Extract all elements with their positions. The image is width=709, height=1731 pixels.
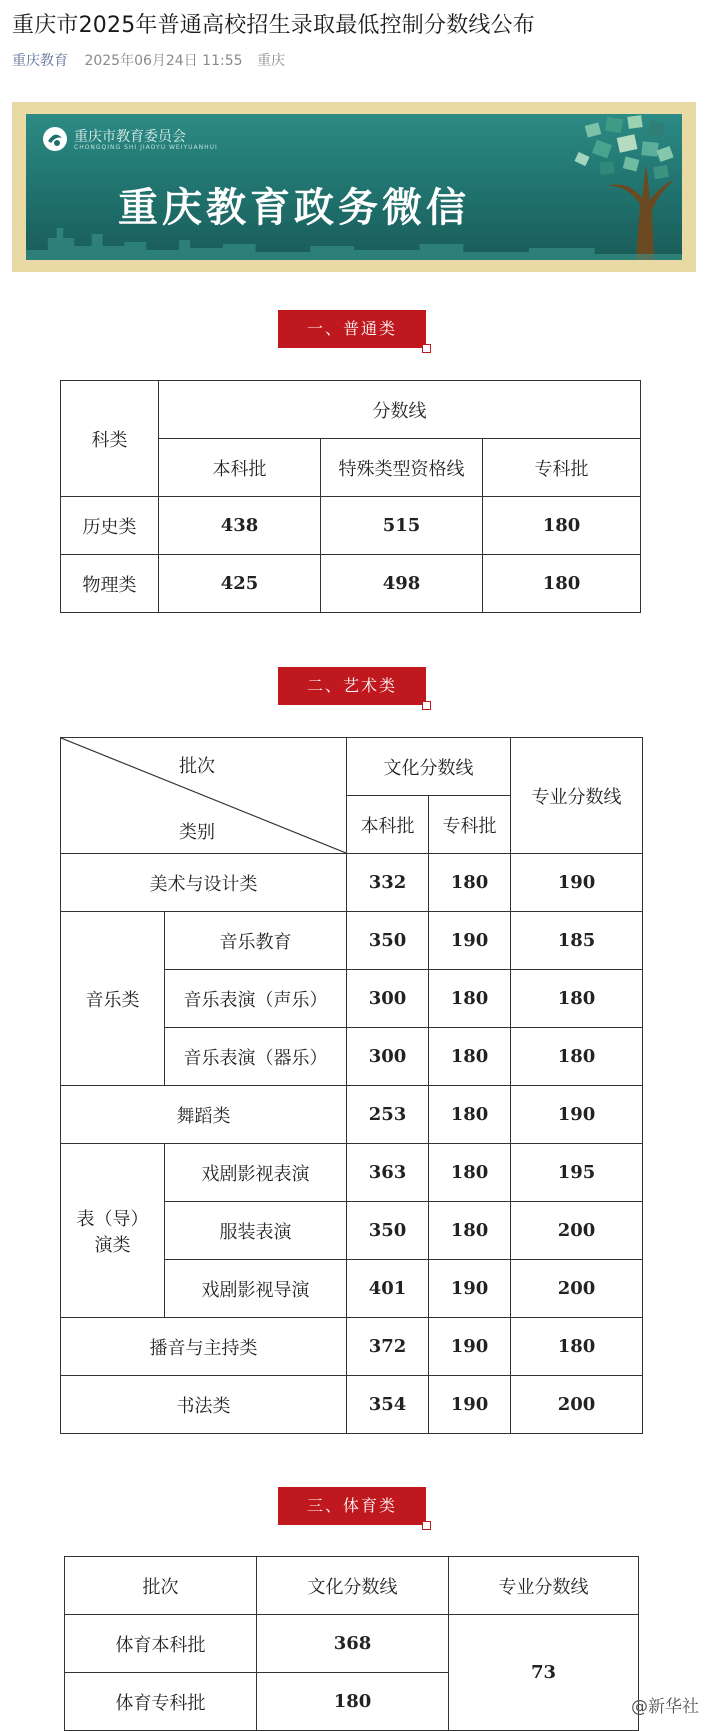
row-name: 播音与主持类 <box>61 1318 347 1376</box>
row-name: 书法类 <box>61 1376 347 1434</box>
cell-value: 180 <box>429 1202 511 1260</box>
cell-value: 332 <box>347 854 429 912</box>
cell-value: 190 <box>429 1376 511 1434</box>
header-category: 科类 <box>61 381 159 497</box>
table-row <box>61 1086 643 1144</box>
header-junior: 专科批 <box>483 439 641 497</box>
cell-value: 438 <box>159 497 321 555</box>
row-name: 历史类 <box>61 497 159 555</box>
cell-value: 180 <box>483 555 641 613</box>
cell-value: 300 <box>347 1028 429 1086</box>
section-label-art: 二、艺术类 <box>278 667 426 705</box>
group-name-line1: 表（导） <box>76 1208 149 1230</box>
cell-value: 180 <box>429 970 511 1028</box>
watermark: @新华社 <box>631 1697 699 1717</box>
table-row <box>65 1615 639 1673</box>
row-name: 体育本科批 <box>65 1615 257 1673</box>
banner-org: 重庆市教育委员会 <box>74 129 186 145</box>
header-batch: 批次 <box>179 756 215 777</box>
cell-value: 401 <box>347 1260 429 1318</box>
cell-value: 200 <box>511 1202 643 1260</box>
diagonal-header-cell <box>61 738 347 854</box>
table-row <box>61 854 643 912</box>
cell-value: 350 <box>347 1202 429 1260</box>
header-culture: 文化分数线 <box>347 738 511 796</box>
row-name: 舞蹈类 <box>61 1086 347 1144</box>
header-batch: 批次 <box>65 1557 257 1615</box>
cell-value: 350 <box>347 912 429 970</box>
group-name <box>61 1144 165 1318</box>
row-name: 戏剧影视表演 <box>165 1144 347 1202</box>
cell-value: 180 <box>429 1028 511 1086</box>
cell-value: 190 <box>511 1086 643 1144</box>
cell-value: 180 <box>429 1086 511 1144</box>
cell-value: 190 <box>429 912 511 970</box>
header-undergrad: 本科批 <box>159 439 321 497</box>
education-logo-icon <box>42 126 68 152</box>
header-undergrad: 本科批 <box>347 796 429 854</box>
row-name: 服装表演 <box>165 1202 347 1260</box>
group-name: 音乐类 <box>61 912 165 1086</box>
cell-value: 190 <box>429 1260 511 1318</box>
cell-value: 354 <box>347 1376 429 1434</box>
banner-org-en: CHONGQING SHI JIAOYU WEIYUANHUI <box>74 144 218 151</box>
table-row <box>61 555 641 613</box>
table-row <box>61 1376 643 1434</box>
cell-value: 180 <box>429 854 511 912</box>
section-label-sports: 三、体育类 <box>278 1487 426 1525</box>
cell-value: 180 <box>511 1318 643 1376</box>
cell-value: 498 <box>321 555 483 613</box>
group-name-line2: 演类 <box>94 1234 131 1256</box>
cell-value: 180 <box>483 497 641 555</box>
cell-value: 180 <box>511 1028 643 1086</box>
row-name: 戏剧影视导演 <box>165 1260 347 1318</box>
header-special: 特殊类型资格线 <box>321 439 483 497</box>
table-row <box>61 912 643 970</box>
cell-value: 372 <box>347 1318 429 1376</box>
header-category: 类别 <box>179 822 215 843</box>
publish-date: 2025年06月24日 11:55 <box>84 53 243 69</box>
cell-value: 190 <box>429 1318 511 1376</box>
cell-value: 195 <box>511 1144 643 1202</box>
cell-value: 180 <box>429 1144 511 1202</box>
general-score-table <box>60 380 641 613</box>
header-professional: 专业分数线 <box>511 738 643 854</box>
cell-value: 368 <box>257 1615 449 1673</box>
section-label-general: 一、普通类 <box>278 310 426 348</box>
banner-image <box>12 102 696 272</box>
source-link[interactable]: 重庆教育 <box>12 53 68 69</box>
cell-value: 253 <box>347 1086 429 1144</box>
article-meta <box>12 50 285 70</box>
page-title: 重庆市2025年普通高校招生录取最低控制分数线公布 <box>12 13 535 38</box>
row-name: 美术与设计类 <box>61 854 347 912</box>
row-name: 音乐表演（声乐） <box>165 970 347 1028</box>
sports-score-table <box>64 1556 639 1731</box>
cell-value: 180 <box>511 970 643 1028</box>
city-skyline-icon <box>26 220 682 260</box>
cell-value: 180 <box>257 1673 449 1731</box>
cell-value: 200 <box>511 1260 643 1318</box>
cell-value: 363 <box>347 1144 429 1202</box>
row-name: 物理类 <box>61 555 159 613</box>
table-row <box>61 1318 643 1376</box>
header-culture: 文化分数线 <box>257 1557 449 1615</box>
header-professional: 专业分数线 <box>449 1557 639 1615</box>
publish-location: 重庆 <box>256 53 285 69</box>
cell-value: 190 <box>511 854 643 912</box>
table-row <box>61 497 641 555</box>
row-name: 音乐教育 <box>165 912 347 970</box>
professional-value: 73 <box>449 1615 639 1731</box>
banner-panel <box>26 114 682 260</box>
cell-value: 515 <box>321 497 483 555</box>
table-row <box>61 1144 643 1202</box>
row-name: 音乐表演（器乐） <box>165 1028 347 1086</box>
cell-value: 185 <box>511 912 643 970</box>
header-score-line: 分数线 <box>159 381 641 439</box>
banner-main-title: 重庆教育政务微信 <box>118 185 470 231</box>
art-score-table <box>60 737 643 1434</box>
row-name: 体育专科批 <box>65 1673 257 1731</box>
header-junior: 专科批 <box>429 796 511 854</box>
cell-value: 300 <box>347 970 429 1028</box>
cell-value: 425 <box>159 555 321 613</box>
cell-value: 200 <box>511 1376 643 1434</box>
